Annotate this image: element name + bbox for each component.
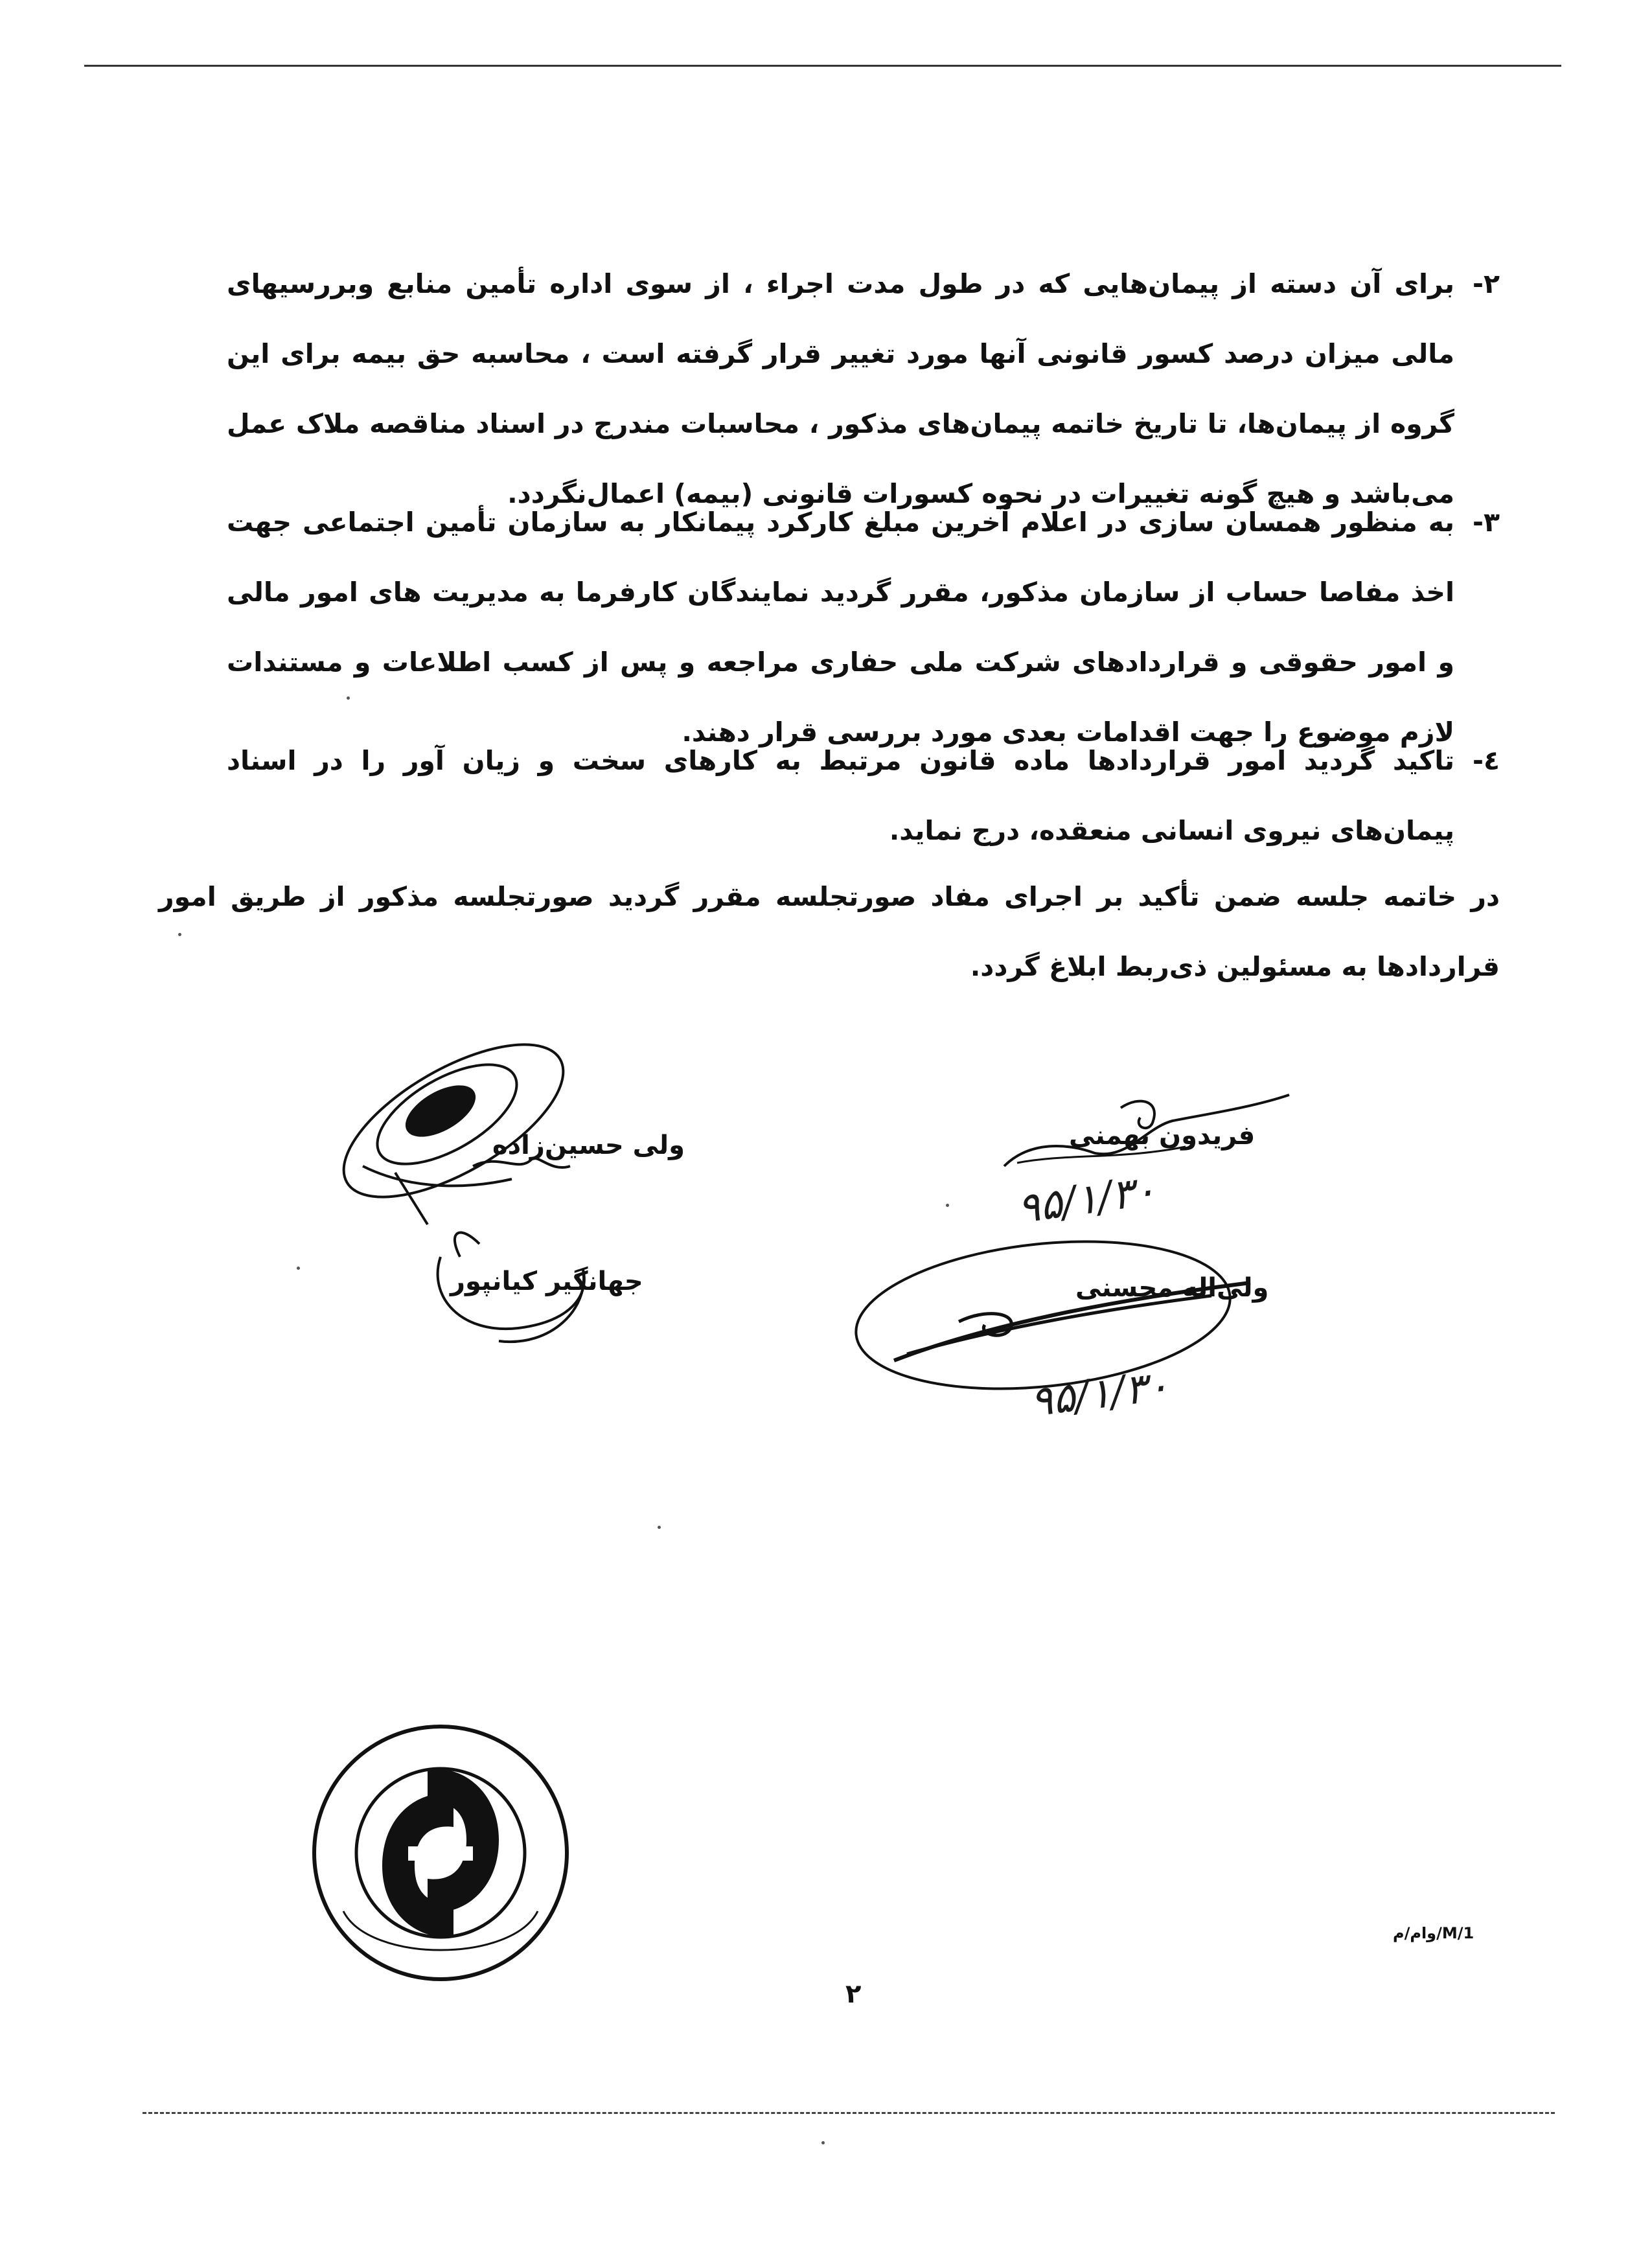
closing-paragraph: در خاتمه جلسه ضمن تأکید بر اجرای مفاد صورتجلسه مقرر گردید صورتجلسه مذکور از طریق امور قراردادها به مسئولین ذی‌ربط ابلاغ گردد. <box>159 881 1500 982</box>
scan-speck <box>178 933 181 936</box>
signatory-name-left-bottom: جهانگیر کیانپور <box>450 1267 643 1296</box>
bottom-scan-line <box>143 2112 1555 2114</box>
item-number: ۲- <box>1472 268 1500 299</box>
item-number: ٤- <box>1472 745 1500 776</box>
scan-speck <box>946 1204 949 1207</box>
item-number: ۳- <box>1472 507 1500 538</box>
association-seal-stamp <box>304 1717 577 1989</box>
signatory-name-right-top: فریدون بهمنی <box>1069 1121 1256 1151</box>
item-text: تاکید گردید امور قراردادها ماده قانون مرتبط به کارهای سخت و زیان آور را در اسناد پیمان‌های نیروی انسانی منعقده، درج نماید. <box>227 745 1454 846</box>
top-scan-line <box>84 65 1561 67</box>
scan-speck <box>347 696 350 700</box>
handwritten-date-right-bottom: ۹۵/۱/۳۰ <box>1027 1362 1172 1427</box>
scan-speck <box>658 1526 661 1529</box>
item-text: برای آن دسته از پیمان‌هایی که در طول مدت اجراء ، از سوی اداره تأمین منابع وبررسیهای مالی میزان درصد کسور قانونی آنها مورد تغییر قرار گرفته است ، محاسبه حق بیمه برای این گروه از پیمان‌ها، تا تاریخ خاتمه پیمان‌های مذکور ، محاسبات مندرج در اسناد مناقصه ملاک عمل می‌باشد و هیچ گونه تغییرات در نحوه کسورات قانونی (بیمه) اعمال‌نگردد. <box>227 268 1454 509</box>
page-number: ۲ <box>845 1979 862 2009</box>
signature-scribble-left-top <box>324 1017 596 1231</box>
signatory-name-right-bottom: ولی‌اله محسنی <box>1075 1273 1269 1303</box>
list-item-4 <box>227 726 1500 866</box>
signatory-name-left-top: ولی حسین‌زاده <box>492 1131 685 1160</box>
scan-speck <box>297 1267 300 1270</box>
form-code: وام/م/M/1 <box>1393 1924 1474 1942</box>
handwritten-date-right-top: ۹۵/۱/۳۰ <box>1014 1166 1160 1234</box>
scan-speck <box>821 2141 825 2144</box>
item-text: به منظور همسان سازی در اعلام آخرین مبلغ کارکرد پیمانکار به سازمان تأمین اجتماعی جهت اخذ مفاصا حساب از سازمان مذکور، مقرر گردید نمایندگان کارفرما به مدیریت های امور مالی و امور حقوقی و قراردادهای شرکت ملی حفاری مراجعه و پس از کسب اطلاعات و مستندات لازم موضوع را جهت اقدامات بعدی مورد بررسی قرار دهند. <box>227 507 1454 748</box>
